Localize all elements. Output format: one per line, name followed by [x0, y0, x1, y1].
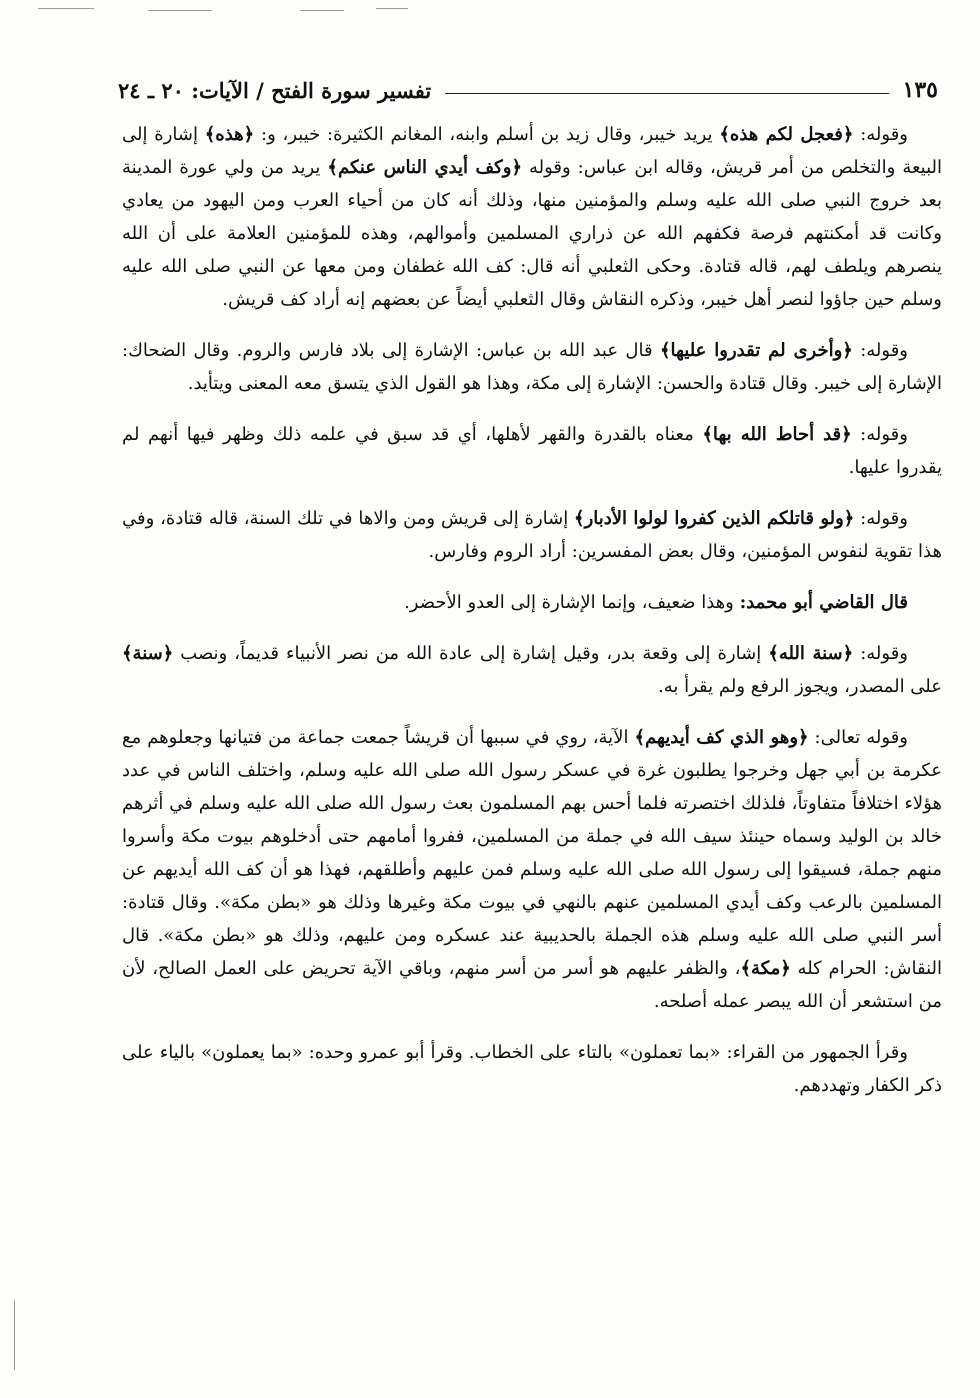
paragraph-4: [122, 502, 942, 568]
paragraph-6: [122, 637, 942, 703]
running-header: [118, 70, 938, 110]
quran-quote: ﴿مكة﴾: [740, 958, 791, 979]
quran-quote: ﴿فعجل لكم هذه﴾: [719, 124, 854, 145]
para-1-lead: وقوله:: [853, 124, 908, 145]
page-body: [122, 118, 942, 1120]
header-title: تفسير سورة الفتح / الآيات: ٢٠ ـ ٢٤: [118, 77, 432, 103]
para-4-text: إشارة إلى قريش ومن والاها في تلك السنة، قاله قتادة، وفي هذا تقوية لنفوس المؤمنين، وقال بعض المفسرين: أراد الروم وفارس.: [122, 508, 942, 562]
quran-quote: ﴿سنة الله﴾: [768, 643, 854, 664]
para-2-text: قال عبد الله بن عباس: الإشارة إلى بلاد فارس والروم. وقال الضحاك: الإشارة إلى خيبر. وقال قتادة والحسن: الإشارة إلى مكة، وهذا هو القول الذي يتسق معه المعنى ويتأيد.: [122, 340, 942, 394]
scan-mark-top-3: [300, 10, 344, 11]
quran-quote: ﴿وكف أيدي الناس عنكم﴾: [327, 157, 522, 178]
para-1-text: يريد من ولي عورة المدينة بعد خروج النبي صلى الله عليه وسلم والمؤمنين منها، وذلك أنه كان من أحياء العرب ومن اليهود من يعادي وكانت قد أمكنتهم فرصة فكفهم الله عن ذراري المسلمين وأموالهم، وهذه للمؤمنين العلامة على أن الله ينصرهم ويلطف لهم، قاله قتادة. وحكى الثعلبي أنه قال: كف الله غطفان ومن معها عن النبي صلى الله عليه وسلم حين جاؤوا لنصر أهل خيبر، وذكره النقاش وقال الثعلبي أيضاً عن بعضهم إنه أراد كف قريش.: [122, 157, 942, 310]
scan-mark-left-edge: [14, 1300, 15, 1370]
scan-mark-top-4: [376, 8, 408, 9]
para-7-lead: وقوله تعالى:: [808, 727, 908, 748]
para-3-text: معناه بالقدرة والقهر لأهلها، أي قد سبق في علمه ذلك وظهر فيها أنهم لم يقدروا عليها.: [122, 424, 942, 478]
quran-quote: ﴿سنة﴾: [122, 643, 174, 664]
para-1-text: إشارة إلى البيعة والتخلص من أمر قريش، وقاله ابن عباس: وقوله: [122, 124, 942, 178]
para-8-text: وقرأ الجمهور من القراء: «بما تعملون» بالتاء على الخطاب. وقرأ أبو عمرو وحده: «بما يعملون» بالياء على ذكر الكفار وتهددهم.: [122, 1042, 942, 1096]
para-6-text: إشارة إلى وقعة بدر، وقيل إشارة إلى عادة الله من نصر الأنبياء قديماً، ونصب: [173, 643, 769, 664]
para-7-text: الآية، روي في سببها أن قريشاً جمعت جماعة من فتيانها وجعلوهم مع عكرمة بن أبي جهل وخرجوا يطلبون غرة في عسكر رسول الله صلى الله عليه وسلم، واختلف الناس في عدد هؤلاء اختلافاً متفاوتاً، فلذلك اختصرته فلما أحس بهم المسلمون بعث رسول الله صلى الله عليه وسلم في أثرهم خالد بن الوليد وسماه حينئذ سيف الله في جملة من المسلمين، ففروا أمامهم حتى أدخلوهم بيوت مكة وأسروا منهم جملة، فسيقوا إلى رسول الله صلى الله عليه وسلم فمن عليهم وأطلقهم، فهذا هو أن كف الله أيديهم عن المسلمين بالرعب وكف أيدي المسلمين عنهم بالنهي في بيوت مكة وغيرها وذلك هو «بطن مكة». وقال قتادة: أسر النبي صلى الله عليه وسلم هذه الجملة بالحديبية عند عسكره ومن عليهم، وذلك هو «بطن مكة». قال النقاش: الحرام كله: [122, 727, 942, 979]
para-1-text: يريد خيبر، وقال زيد بن أسلم وابنه، المغانم الكثيرة: خيبر، و:: [254, 124, 720, 145]
quran-quote: ﴿ولو قاتلكم الذين كفروا لولوا الأدبار﴾: [574, 508, 855, 529]
paragraph-7: [122, 721, 942, 1018]
para-4-lead: وقوله:: [854, 508, 908, 529]
paragraph-1: [122, 118, 942, 316]
quran-quote: ﴿قد أحاط الله بها﴾: [702, 424, 852, 445]
header-rule: [445, 93, 888, 94]
quran-quote: ﴿وأخرى لم تقدروا عليها﴾: [659, 340, 853, 361]
scan-mark-top-2: [148, 10, 212, 11]
quran-quote: ﴿وهو الذي كف أيديهم﴾: [634, 727, 809, 748]
speaker-label: قال القاضي أبو محمد:: [739, 592, 908, 613]
paragraph-3: [122, 418, 942, 484]
para-6-text: على المصدر، ويجوز الرفع ولم يقرأ به.: [658, 676, 942, 697]
scan-mark-top-1: [38, 8, 94, 9]
paragraph-5: [122, 586, 942, 619]
quran-quote: ﴿هذه﴾: [204, 124, 255, 145]
para-7-text: ، والظفر عليهم هو أسر من أسر منهم، وباقي الآية تحريض على العمل الصالح، لأن من استشعر أن الله يبصر عمله أصلحه.: [122, 958, 942, 1012]
para-3-lead: وقوله:: [851, 424, 908, 445]
para-6-lead: وقوله:: [853, 643, 908, 664]
paragraph-8: [122, 1036, 942, 1102]
paragraph-2: [122, 334, 942, 400]
para-5-text: وهذا ضعيف، وإنما الإشارة إلى العدو الأحضر.: [404, 592, 740, 613]
para-2-lead: وقوله:: [852, 340, 908, 361]
page-number: ١٣٥: [902, 77, 938, 103]
